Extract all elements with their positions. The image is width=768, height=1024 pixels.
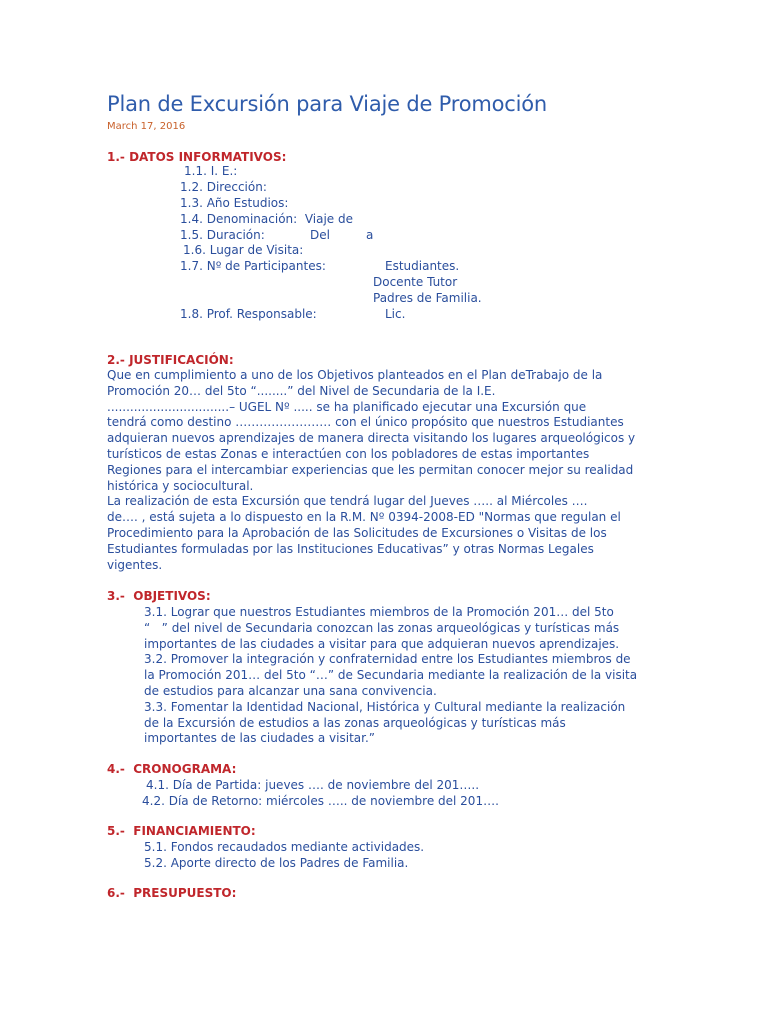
objetivo-line: de la Excursión de estudios a las zonas arqueológicas y turísticas más — [144, 715, 566, 730]
justificacion-line: La realización de esta Excursión que tendrá lugar del Jueves ….. al Miércoles …. — [107, 494, 588, 509]
objetivo-line: importantes de las ciudades a visitar.” — [144, 731, 375, 746]
field-participantes: 1.7. Nº de Participantes: — [180, 259, 326, 273]
field-ano-estudios: 1.3. Año Estudios: — [180, 196, 289, 210]
justificacion-line: Procedimiento para la Aprobación de las Solicitudes de Excursiones o Visitas de los — [107, 525, 607, 540]
justificacion-line: adquieran nuevos aprendizajes de manera directa visitando los lugares arqueológicos y — [107, 431, 636, 446]
objetivo-line: de estudios para alcanzar una sana convivencia. — [144, 683, 437, 698]
field-duracion-del: Del — [310, 228, 330, 242]
prof-responsable-value: Lic. — [385, 307, 406, 321]
objetivo-line: 3.2. Promover la integración y confraternidad entre los Estudiantes miembros de — [144, 652, 631, 667]
objetivo-line: “ ” del nivel de Secundaria conozcan las zonas arqueológicas y turísticas más — [144, 620, 620, 635]
justificacion-line: turísticos de estas Zonas e interactúen con los pobladores de estas importantes — [107, 446, 590, 461]
cronograma-partida: 4.1. Día de Partida: jueves …. de noviembre del 201….. — [146, 778, 480, 792]
objetivo-line: 3.1. Lograr que nuestros Estudiantes miembros de la Promoción 201… del 5to — [144, 605, 614, 619]
field-prof-responsable: 1.8. Prof. Responsable: — [180, 307, 317, 321]
financiamiento-aporte: 5.2. Aporte directo de los Padres de Familia. — [144, 856, 409, 870]
justificacion-line: Promoción 20… del 5to “........” del Nivel de Secundaria de la I.E. — [107, 383, 496, 398]
section-4-heading: 4.- CRONOGRAMA: — [107, 762, 237, 776]
field-duracion-a: a — [366, 228, 374, 242]
justificacion-line: vigentes. — [107, 557, 163, 572]
cronograma-retorno: 4.2. Día de Retorno: miércoles ….. de noviembre del 201…. — [142, 794, 499, 808]
objetivo-line: 3.3. Fomentar la Identidad Nacional, Histórica y Cultural mediante la realización — [144, 699, 626, 714]
justificacion-line: tendrá como destino …………………… con el único propósito que nuestros Estudiantes — [107, 415, 624, 430]
objetivo-line: la Promoción 201… del 5to “…” de Secundaria mediante la realización de la visita — [144, 668, 638, 683]
document-title: Plan de Excursión para Viaje de Promoción — [107, 92, 547, 116]
participantes-estudiantes: Estudiantes. — [385, 259, 460, 273]
justificacion-line: Estudiantes formuladas por las Instituciones Educativas” y otras Normas Legales — [107, 541, 594, 556]
field-ie: 1.1. I. E.: — [184, 164, 238, 178]
section-5-heading: 5.- FINANCIAMIENTO: — [107, 824, 256, 838]
justificacion-line: Que en cumplimiento a uno de los Objetivos planteados en el Plan deTrabajo de la — [107, 368, 603, 382]
field-direccion: 1.2. Dirección: — [180, 180, 267, 194]
field-duracion: 1.5. Duración: — [180, 228, 265, 242]
section-1-heading: 1.- DATOS INFORMATIVOS: — [107, 150, 287, 164]
objetivos-list — [144, 605, 637, 747]
justificacion-line: de…. , está sujeta a lo dispuesto en la R.M. Nº 0394-2008-ED "Normas que regulan el — [107, 510, 621, 525]
justificacion-line: ................................– UGEL Nº ..... se ha planificado ejecutar una Excursión que — [107, 399, 587, 414]
justificacion-line: Regiones para el intercambiar experiencias que les permitan conocer mejor su realidad — [107, 462, 634, 477]
section-2-heading: 2.- JUSTIFICACIÓN: — [107, 353, 234, 367]
field-lugar-visita: 1.6. Lugar de Visita: — [183, 243, 304, 257]
participantes-docente: Docente Tutor — [373, 275, 458, 289]
justificacion-paragraph — [107, 368, 647, 573]
field-denominacion: 1.4. Denominación: Viaje de — [180, 212, 353, 226]
justificacion-line: histórica y sociocultural. — [107, 478, 254, 493]
document-date: March 17, 2016 — [107, 121, 186, 132]
section-3-heading: 3.- OBJETIVOS: — [107, 589, 211, 603]
section-6-heading: 6.- PRESUPUESTO: — [107, 886, 237, 900]
participantes-padres: Padres de Familia. — [373, 291, 482, 305]
financiamiento-fondos: 5.1. Fondos recaudados mediante actividades. — [144, 840, 425, 854]
objetivo-line: importantes de las ciudades a visitar para que adquieran nuevos aprendizajes. — [144, 636, 620, 651]
